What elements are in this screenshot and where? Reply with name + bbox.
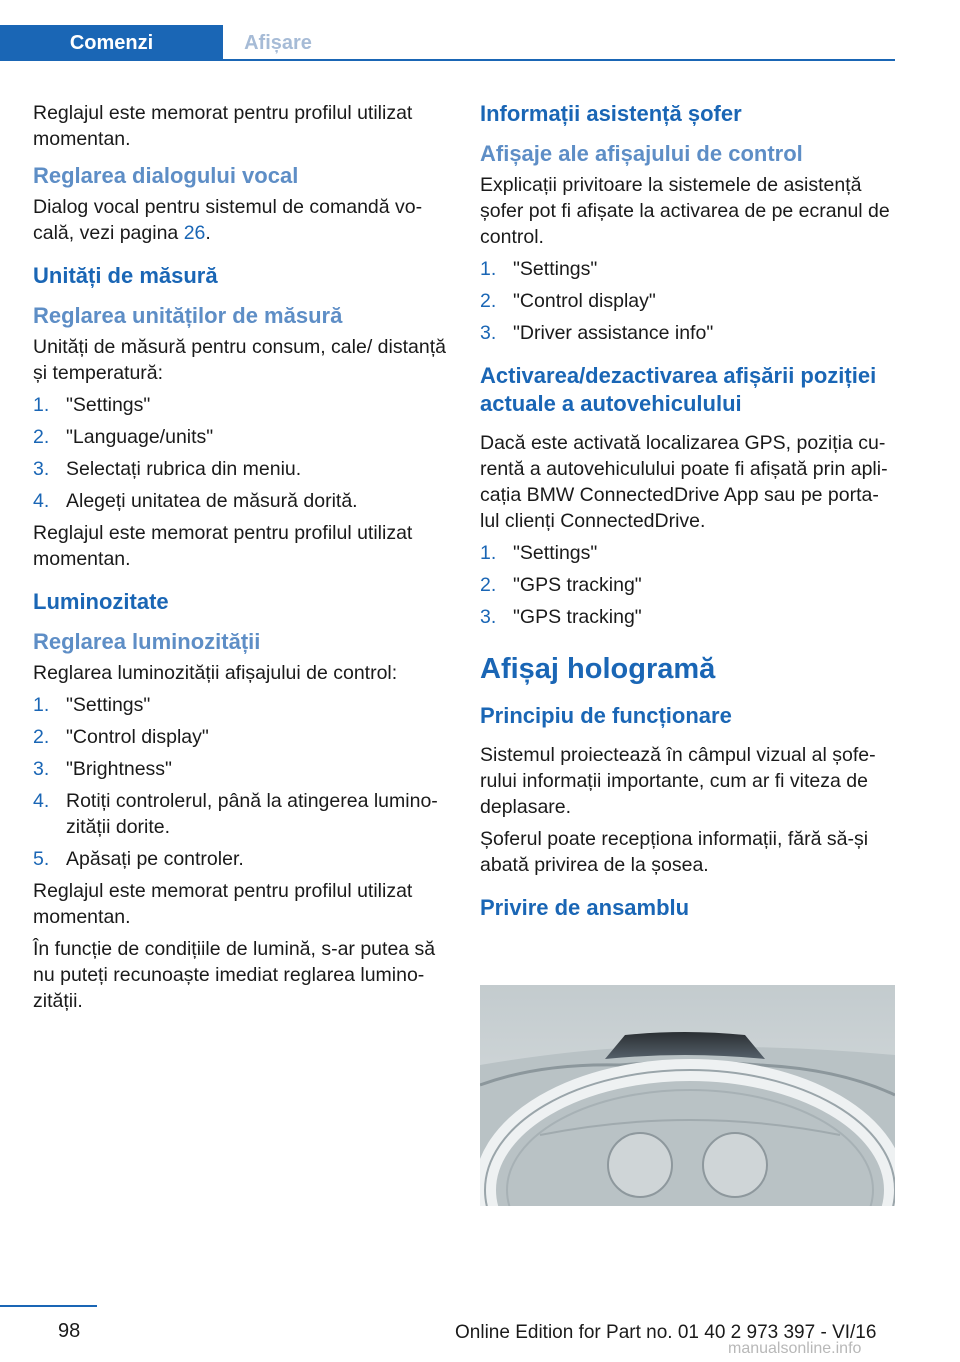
step-number: 1.	[33, 694, 50, 716]
step-text: Alegeți unitatea de măsură dorită.	[66, 490, 358, 512]
brightness-steps	[33, 692, 448, 872]
heading-brightness-setting: Reglarea luminozității	[33, 629, 261, 654]
heading-principle: Principiu de funcționare	[480, 703, 732, 728]
list-item	[480, 320, 895, 346]
list-item	[33, 846, 448, 872]
header-tabs	[0, 25, 895, 61]
step-text: "Brightness"	[66, 758, 172, 780]
page-number: 98	[58, 1320, 81, 1342]
step-text: "GPS tracking"	[513, 606, 642, 628]
voice-dialog-text: Dialog vocal pentru sistemul de comandă vo‐ cală, vezi pagina	[33, 196, 423, 244]
step-number: 2.	[33, 426, 50, 448]
step-text: "Settings"	[66, 394, 151, 416]
dashboard-drawing	[480, 985, 895, 1206]
list-item	[480, 288, 895, 314]
paragraph-brightness-saved: Reglajul este memorat pentru profilul utilizat momentan.	[33, 880, 413, 928]
tab-afisare[interactable]: Afișare	[244, 31, 312, 54]
step-text: "Control display"	[513, 290, 656, 312]
heading-control-display-info: Afișaje ale afișajului de control	[480, 141, 803, 166]
paragraph-driver-assistance: Explicații privitoare la sistemele de asistență șofer pot fi afișate la activarea de pe ecranul de control.	[480, 174, 890, 248]
list-item	[33, 788, 448, 840]
heading-gps-position: Activarea/dezactivarea afișării poziției actuale a autovehiculului	[480, 363, 877, 416]
step-text: "Driver assistance info"	[513, 322, 714, 344]
driver-steps	[480, 256, 895, 346]
paragraph-principle-1: Sistemul proiectează în câmpul vizual al șofe‐ rului informații importante, cum ar fi viteza de deplasare.	[480, 744, 876, 818]
heading-voice-dialog: Reglarea dialogului vocal	[33, 163, 299, 188]
step-number: 1.	[480, 542, 497, 564]
list-item	[33, 424, 448, 450]
heading-units: Unități de măsură	[33, 263, 218, 288]
step-text: "Language/units"	[66, 426, 214, 448]
step-number: 2.	[33, 726, 50, 748]
step-number: 2.	[480, 290, 497, 312]
list-item	[480, 604, 895, 630]
step-text: "Settings"	[513, 258, 598, 280]
list-item	[33, 392, 448, 418]
step-number: 4.	[33, 490, 50, 512]
paragraph-brightness: Reglarea luminozității afișajului de control:	[33, 662, 398, 684]
step-number: 2.	[480, 574, 497, 596]
gps-steps	[480, 540, 895, 630]
step-text: Apăsați pe controler.	[66, 848, 244, 870]
paragraph-gps: Dacă este activată localizarea GPS, poziția cu‐ rentă a autovehiculului poate fi afișată prin apli‐ cația BMW ConnectedDrive App sau pe porta‐ lul clienți ConnectedDrive.	[480, 432, 888, 532]
list-item	[33, 756, 448, 782]
paragraph-saved-note: Reglajul este memorat pentru profilul utilizat momentan.	[33, 102, 413, 150]
watermark: manualsonline.info	[728, 1340, 862, 1357]
left-column	[33, 100, 448, 1020]
heading-brightness: Luminozitate	[33, 589, 169, 614]
step-number: 3.	[480, 322, 497, 344]
step-number: 1.	[33, 394, 50, 416]
paragraph-principle-2: Șoferul poate recepționa informații, fără să-și abată privirea de la șosea.	[480, 828, 869, 876]
list-item	[33, 456, 448, 482]
heading-hologram-display: Afișaj hologramă	[480, 653, 716, 685]
step-text: "Settings"	[513, 542, 598, 564]
step-text: "Control display"	[66, 726, 209, 748]
step-number: 3.	[480, 606, 497, 628]
right-column	[480, 100, 895, 934]
page-link[interactable]: 26	[183, 222, 206, 244]
step-number: 3.	[33, 758, 50, 780]
footer-rule	[0, 1305, 97, 1307]
paragraph-voice-dialog	[33, 194, 448, 246]
list-item	[480, 572, 895, 598]
step-number: 4.	[33, 790, 50, 812]
list-item	[33, 488, 448, 514]
heading-driver-assistance: Informații asistență șofer	[480, 101, 742, 126]
list-item	[480, 256, 895, 282]
step-text: Selectați rubrica din meniu.	[66, 458, 302, 480]
dashboard-hud-illustration	[480, 985, 895, 1206]
step-text: Rotiți controlerul, până la atingerea lumino‐ zității dorite.	[66, 790, 438, 838]
header-rule	[223, 59, 895, 61]
list-item	[480, 540, 895, 566]
heading-units-setting: Reglarea unităților de măsură	[33, 303, 343, 328]
units-steps	[33, 392, 448, 514]
voice-dialog-end: .	[205, 222, 211, 244]
step-text: "Settings"	[66, 694, 151, 716]
step-number: 5.	[33, 848, 50, 870]
paragraph-brightness-note: În funcție de condițiile de lumină, s-ar putea să nu puteți recunoaște imediat reglarea lumino‐ zității.	[33, 938, 436, 1012]
list-item	[33, 724, 448, 750]
paragraph-units: Unități de măsură pentru consum, cale/ distanță și temperatură:	[33, 336, 446, 384]
edition-note: Online Edition for Part no. 01 40 2 973 397 - VI/16	[455, 1322, 877, 1343]
list-item	[33, 692, 448, 718]
tab-comenzi[interactable]: Comenzi	[0, 25, 223, 61]
step-number: 3.	[33, 458, 50, 480]
heading-overview: Privire de ansamblu	[480, 895, 690, 920]
step-text: "GPS tracking"	[513, 574, 642, 596]
paragraph-units-saved: Reglajul este memorat pentru profilul utilizat momentan.	[33, 522, 413, 570]
step-number: 1.	[480, 258, 497, 280]
